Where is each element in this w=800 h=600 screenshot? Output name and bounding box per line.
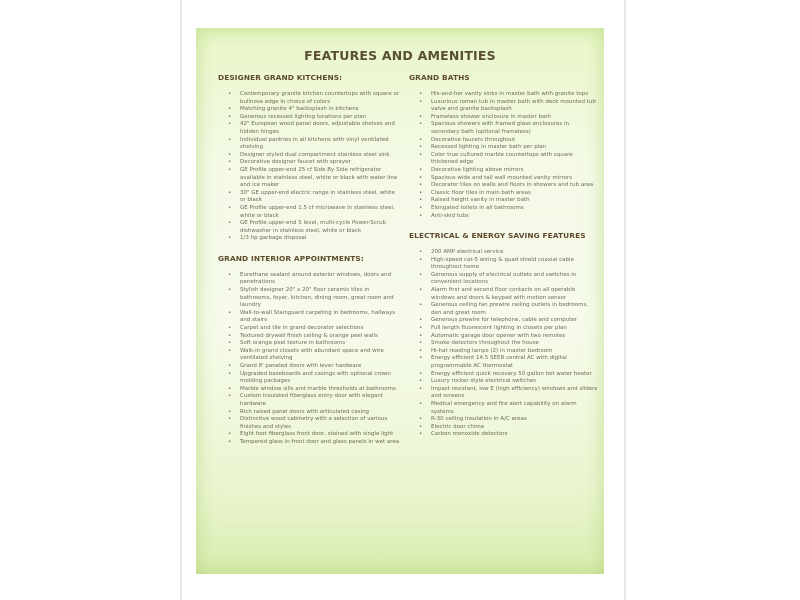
list-item: • Eight foot fiberglass front door, stained with single light	[218, 431, 402, 439]
list-item: • Raised height vanity in master bath	[409, 197, 599, 205]
list-item: • Tempered glass in front door and glass panels in wet area	[218, 439, 402, 447]
section-electrical	[409, 231, 599, 439]
list-item: • Walk-in grand closets with abundant space and wire ventilated shelving	[218, 348, 402, 363]
list-item: • His-and-her vanity sinks in master bath with granite tops	[409, 91, 599, 99]
scan-edge-right	[624, 0, 626, 600]
list-item: • Generous ceiling fan prewire ceiling outlets in bedrooms, den and great room	[409, 302, 599, 317]
list-item: • 42" European wood panel doors, adjustable shelves and hidden hinges	[218, 121, 402, 136]
section-heading: GRAND BATHS	[409, 73, 470, 82]
list-item: • Automatic garage door opener with two remotes	[409, 333, 599, 341]
list-item: • Recessed lighting in master bath per plan	[409, 144, 599, 152]
list-item: • Classic floor tiles in main bath areas	[409, 190, 599, 198]
list-item: • Color true cultured marble countertops with square thickened edge	[409, 152, 599, 167]
section-heading: GRAND INTERIOR APPOINTMENTS:	[218, 253, 364, 263]
list-item: • Generous prewire for telephone, cable and computer	[409, 317, 599, 325]
list-item: • GE Profile upper-end 1.5 cf microwave in stainless steel, white or black	[218, 205, 402, 220]
list-item: • Spacious showers with framed glass enclosures in secondary bath (optional frameless)	[409, 121, 599, 136]
list-item: • Anti-skid tubs	[409, 213, 599, 221]
section-kitchens	[218, 73, 402, 243]
list-item: • 30" GE upper-end electric range in stainless steel, white or black	[218, 190, 402, 205]
list-item: • R-30 ceiling insulation in A/C areas	[409, 416, 599, 424]
list-item: • Generous supply of electrical outlets and switches in convenient locations	[409, 272, 599, 287]
section-heading: ELECTRICAL & ENERGY SAVING FEATURES	[409, 231, 586, 241]
list-item: • GE Profile upper-end 25 cf Side By Side refrigerator available in stainless steel, white or black with water line and ice maker	[218, 167, 402, 190]
list-item: • Frameless shower enclosure in master bath	[409, 114, 599, 122]
list-item: • Eurethane sealant around exterior windows, doors and penetrations	[218, 272, 402, 287]
list-item: • Generous recessed lighting locations per plan	[218, 114, 402, 122]
list-item: • Contemporary granite kitchen countertops with square or bullnose edge in choice of colors	[218, 91, 402, 106]
list-item: • Electric door chime	[409, 424, 599, 432]
list-item: • Decorative designer faucet with sprayer	[218, 159, 402, 167]
list-item: • Impact resistant, low E (high efficiency) windows and sliders and screens	[409, 386, 599, 401]
list-item: • GE Profile upper-end 5 level, multi-cycle Power-Scrub dishwasher in stainless steel, white or black	[218, 220, 402, 235]
list-item: • Carbon monoxide detectors	[409, 431, 599, 439]
list-item: • Individual pantries in all kitchens with vinyl ventilated shelving	[218, 137, 402, 152]
list-item: • Alarm first and second floor contacts on all operable windows and doors & keypad with motion sensor	[409, 287, 599, 302]
list-item: • Medical emergency and fire alert capability on alarm systems	[409, 401, 599, 416]
list-item: • Hi-hat reading lamps (2) in master bedroom	[409, 348, 599, 356]
list-item: • Spacious wide and tall wall mounted vanity mirrors	[409, 175, 599, 183]
list-item: • Stylish designer 20" x 20" floor ceramic tiles in bathrooms, foyer, kitchen, dining room, great room and laundry	[218, 287, 402, 310]
list-item: • Custom insulated fiberglass entry door with elegant hardware	[218, 393, 402, 408]
section-heading: DESIGNER GRAND KITCHENS:	[218, 73, 343, 82]
feature-list	[409, 91, 599, 220]
list-item: • Grand 8' paneled doors with lever hardware	[218, 363, 402, 371]
list-item: • Elongated toilets in all bathrooms	[409, 205, 599, 213]
list-item: • 200 AMP electrical service	[409, 249, 599, 257]
list-item: • High-speed cat-5 wiring & quad shield coaxial cable throughout home	[409, 257, 599, 272]
list-item: • Full length fluorescent lighting in closets per plan	[409, 325, 599, 333]
list-item: • Smoke detectors throughout the house	[409, 340, 599, 348]
list-item: • Rich raised panel doors with articulated casing	[218, 409, 402, 417]
list-item: • Designer styled dual compartment stainless steel sink	[218, 152, 402, 160]
list-item: • Marble window sills and marble thresholds at bathrooms	[218, 386, 402, 394]
left-column	[218, 73, 402, 458]
list-item: • Energy efficient quick recovery 50 gallon hot water heater	[409, 371, 599, 379]
list-item: • Decorative lighting above mirrors	[409, 167, 599, 175]
list-item: • Decorative faucets throughout	[409, 137, 599, 145]
list-item: • Upgraded baseboards and casings with optional crown molding packages	[218, 371, 402, 386]
scan-edge-left	[180, 0, 182, 600]
list-item: • Decorator tiles on walls and floors in showers and tub area	[409, 182, 599, 190]
feature-list	[218, 272, 402, 447]
section-baths	[409, 73, 599, 220]
list-item: • Luxury rocker style electrical switches	[409, 378, 599, 386]
list-item: • Soft orange peel texture in bathrooms	[218, 340, 402, 348]
feature-list	[409, 249, 599, 439]
right-column	[409, 73, 599, 450]
list-item: • Luxurious roman tub in master bath with deck mounted tub valve and granite backsplash	[409, 99, 599, 114]
page-title: FEATURES AND AMENITIES	[304, 48, 496, 63]
list-item: • 1/3 hp garbage disposal	[218, 235, 402, 243]
list-item: • Energy efficient 14.5 SEER central AC with digital programmable AC thermostat	[409, 355, 599, 370]
list-item: • Distinctive wood cabinetry with a selection of various finishes and styles	[218, 416, 402, 431]
section-interior	[218, 254, 402, 447]
list-item: • Wall-to-wall Stainguard carpeting in bedrooms, hallways and stairs	[218, 310, 402, 325]
features-sheet	[196, 28, 604, 574]
list-item: • Carpet and tile in grand decorator selections	[218, 325, 402, 333]
list-item: • Matching granite 4" backsplash in kitchens	[218, 106, 402, 114]
list-item: • Textured drywall finish ceiling & orange peel walls	[218, 333, 402, 341]
feature-list	[218, 91, 402, 243]
